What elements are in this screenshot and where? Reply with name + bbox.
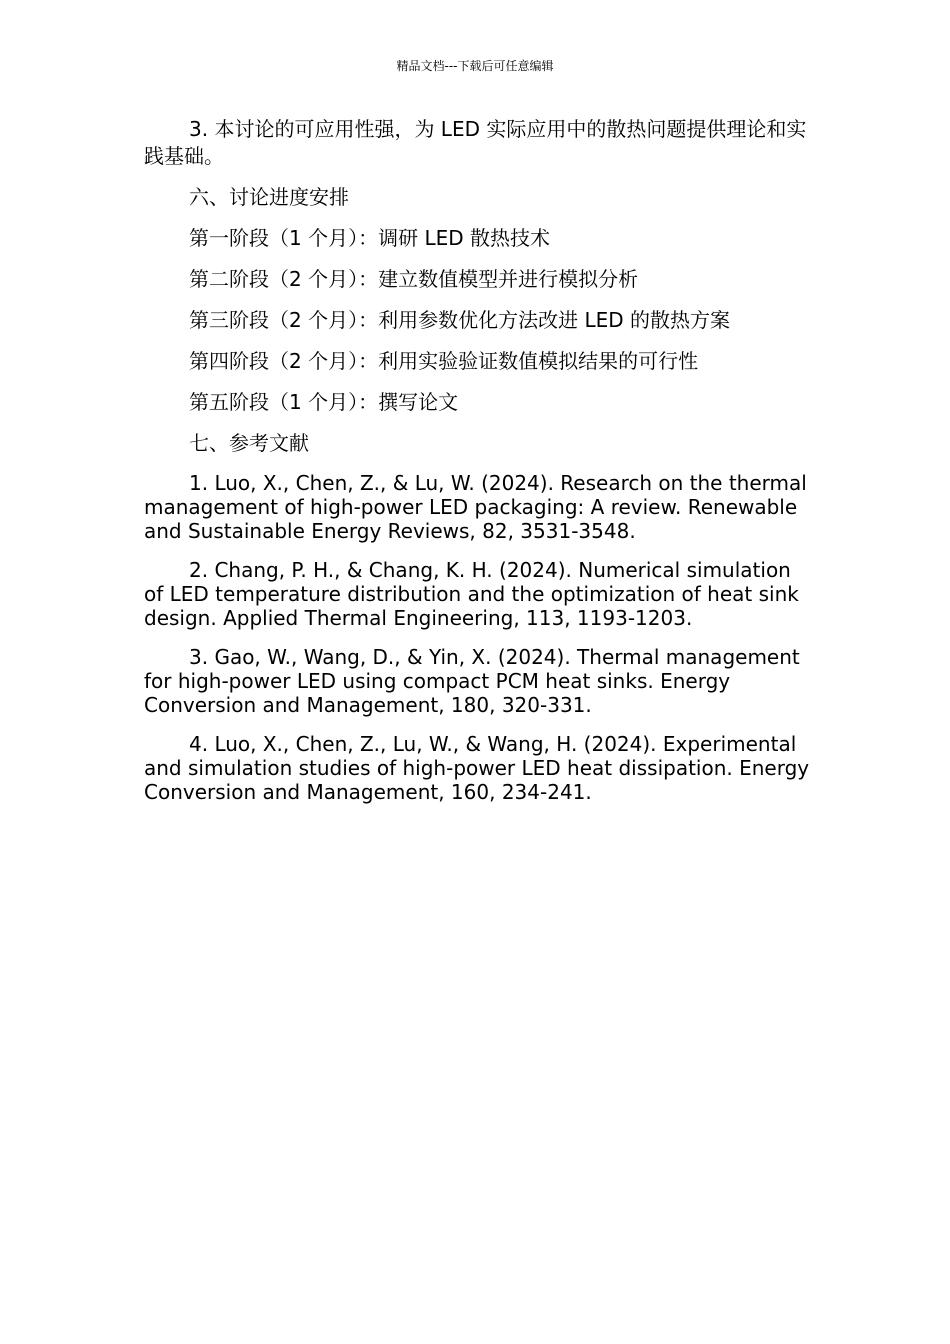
stage-1: 第一阶段（1 个月）：调研 LED 散热技术 <box>189 226 550 250</box>
stage-4: 第四阶段（2 个月）：利用实验验证数值模拟结果的可行性 <box>189 349 699 373</box>
stage-5: 第五阶段（1 个月）：撰写论文 <box>189 390 459 414</box>
reference-2: 2. Chang, P. H., & Chang, K. H. (2024). Numerical simulation of LED temperature distribution and the optimization of heat sink design. Applied Thermal Engineering, 113, 1193-1203. <box>144 558 799 630</box>
section-7-title: 七、参考文献 <box>189 431 309 455</box>
stage-3: 第三阶段（2 个月）：利用参数优化方法改进 LED 的散热方案 <box>189 308 730 332</box>
section-6-title: 六、讨论进度安排 <box>189 185 349 209</box>
page-header: 精品文档---下载后可任意编辑 <box>396 59 554 73</box>
research-point-3: 3. 本讨论的可应用性强，为 LED 实际应用中的散热问题提供理论和实践基础。 <box>144 117 807 168</box>
reference-3: 3. Gao, W., Wang, D., & Yin, X. (2024). Thermal management for high-power LED using compact PCM heat sinks. Energy Conversion and Management, 180, 320-331. <box>144 645 800 717</box>
reference-1: 1. Luo, X., Chen, Z., & Lu, W. (2024). Research on the thermal management of high-power LED packaging: A review. Renewable and Sustainable Energy Reviews, 82, 3531-3548. <box>144 471 807 543</box>
stage-2: 第二阶段（2 个月）：建立数值模型并进行模拟分析 <box>189 267 639 291</box>
document-body <box>144 116 814 819</box>
reference-4: 4. Luo, X., Chen, Z., Lu, W., & Wang, H. (2024). Experimental and simulation studies of high-power LED heat dissipation. Energy Conversion and Management, 160, 234-241. <box>144 732 810 804</box>
